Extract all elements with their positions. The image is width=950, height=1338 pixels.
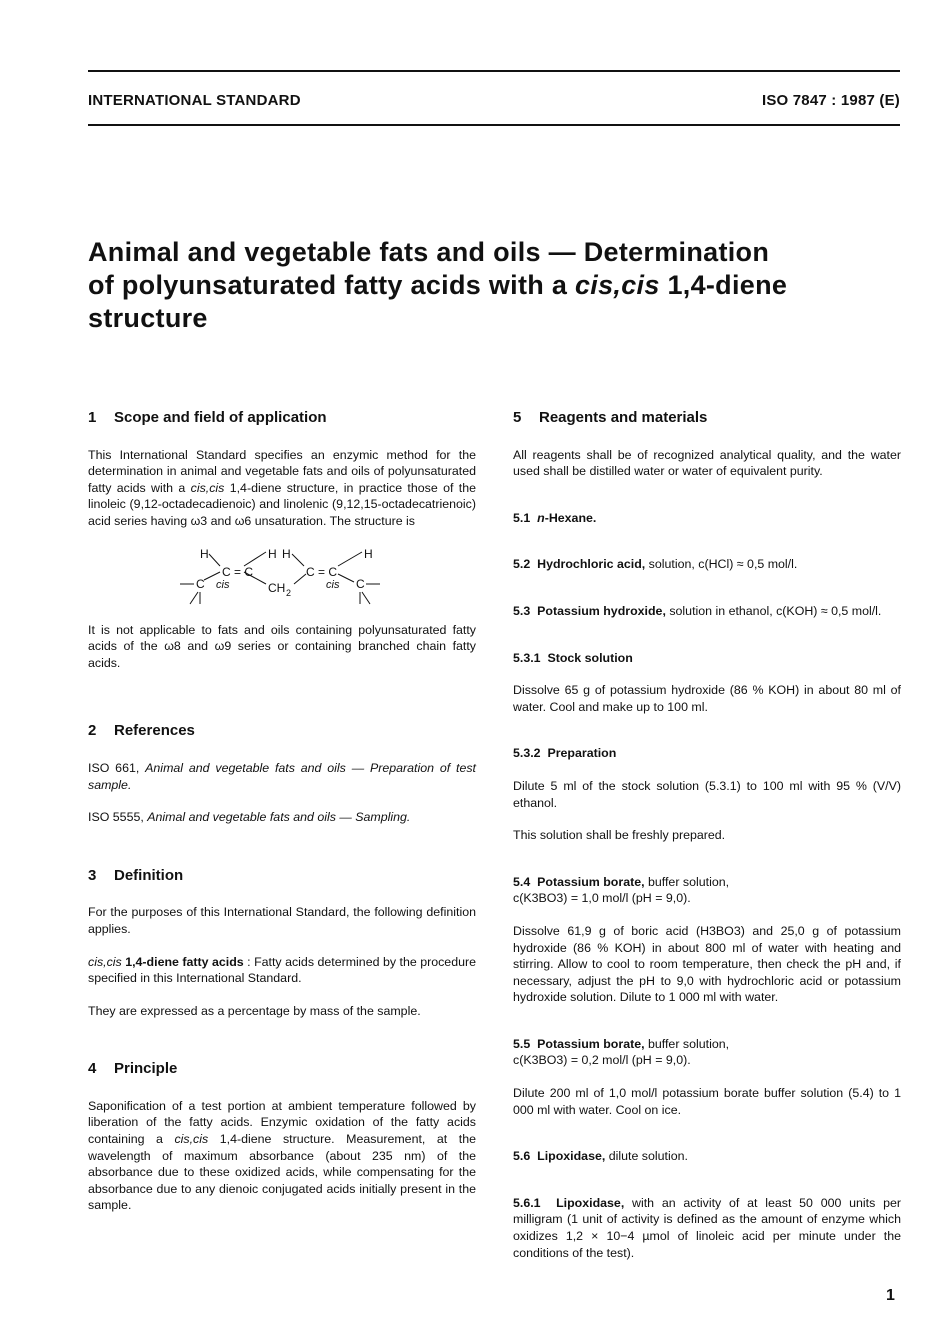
struct-c-right: C xyxy=(356,576,365,591)
title-line-2: of polyunsaturated fatty acids with a cis,cis 1,4-diene xyxy=(88,270,788,300)
diene-structure-diagram xyxy=(172,546,392,608)
section-5-heading: 5 Reagents and materials xyxy=(513,409,708,426)
section-3-paragraph-3: They are expressed as a percentage by mass of the sample. xyxy=(88,1003,421,1018)
header-rule xyxy=(88,124,900,126)
section-3-heading: 3 Definition xyxy=(88,866,184,884)
item-5-6-1: 5.6.1 Lipoxidase, with an activity of at least 50 000 units per milligram (1 unit of activity is defined as the amount of enzyme which oxidizes 1,2 × 10−4 µmol of linoleic acid per minute under the conditions of the test). xyxy=(513,1195,901,1260)
section-3-paragraph-1: For the purposes of this International Standard, the following definition applies. xyxy=(88,905,476,936)
struct-cis-2: cis xyxy=(326,578,340,591)
right-column xyxy=(513,410,901,1277)
section-2-heading: 2 References xyxy=(88,722,195,740)
top-rule xyxy=(88,70,900,72)
item-5-4: 5.4 Potassium borate, buffer solution, c(K3BO3) = 1,0 mol/l (pH = 9,0). xyxy=(513,874,730,906)
struct-c-eq-c-1: C = C xyxy=(222,564,254,579)
struct-cis-1: cis xyxy=(216,578,230,591)
reference-iso-5555: ISO 5555, Animal and vegetable fats and oils — Sampling. xyxy=(88,810,411,825)
section-4-heading: 4 Principle xyxy=(88,1060,178,1078)
page-number: 1 xyxy=(886,1287,895,1304)
document-title xyxy=(88,236,888,335)
reference-iso-661: ISO 661, Animal and vegetable fats and oils — Preparation of test sample. xyxy=(88,760,476,792)
item-5-5-text: Dilute 200 ml of 1,0 mol/l potassium borate buffer solution (5.4) to 1 000 ml with water. Cool on ice. xyxy=(513,1086,901,1117)
item-5-3-1-heading: 5.3.1 Stock solution xyxy=(513,650,633,665)
item-5-4-text: Dissolve 61,9 g of boric acid (H3BO3) and 25,0 g of potassium hydroxide (86 % KOH) in about 800 ml of water with heating and stirring. Allow to cool to room temperature, then check the pH and, if necessary, adjust the pH to 9,0 with hydrochloric acid or potassium hydroxide solution. Dilute to 1 000 ml with water. xyxy=(513,923,901,1005)
item-5-3-2-note: This solution shall be freshly prepared. xyxy=(513,828,726,843)
struct-h2: H xyxy=(268,546,277,561)
struct-h4: H xyxy=(364,546,373,561)
item-5-3-2-heading: 5.3.2 Preparation xyxy=(513,746,617,761)
section-4-paragraph: Saponification of a test portion at ambient temperature followed by liberation of the fatty acids. Enzymic oxidation of the fatty acids containing a cis,cis 1,4-diene structure. Measurement, at the wavelength of maximum absorbance (about 235 nm) of the absorbance due to these oxidized acids, while compensating for the absorbance due to any dienoic conjugated acids initially present in the sample. xyxy=(88,1098,476,1213)
section-1-heading: 1 Scope and field of application xyxy=(88,409,327,426)
item-5-3-2-text: Dilute 5 ml of the stock solution (5.3.1) to 100 ml with 95 % (V/V) ethanol. xyxy=(513,778,901,810)
section-3-definition: cis,cis 1,4-diene fatty acids : Fatty acids determined by the procedure specified in this International Standard. xyxy=(88,954,476,986)
title-line-3: structure xyxy=(88,303,208,333)
struct-ch2-sub: 2 xyxy=(286,587,292,598)
left-column xyxy=(88,410,476,1230)
item-5-2: 5.2 Hydrochloric acid, solution, c(HCl) ≈ 0,5 mol/l. xyxy=(513,557,798,572)
header-left: INTERNATIONAL STANDARD xyxy=(88,92,301,109)
struct-c-eq-c-2: C = C xyxy=(306,564,338,579)
section-1-paragraph-1: This International Standard specifies an enzymic method for the determination in animal and vegetable fats and oils of polyunsaturated fatty acids with a cis,cis 1,4-diene structure, in practice those of the linoleic (9,12-octadecadienoic) and linolenic (9,12,15-octadecatrienoic) acid series having ω3 and ω6 unsaturation. The structure is xyxy=(88,447,476,528)
title-line-1: Animal and vegetable fats and oils — Determination xyxy=(88,237,770,267)
struct-h1: H xyxy=(200,546,209,561)
struct-ch2: CH xyxy=(268,580,286,595)
item-5-3: 5.3 Potassium hydroxide, solution in ethanol, c(KOH) ≈ 0,5 mol/l. xyxy=(513,603,882,618)
section-1-paragraph-2: It is not applicable to fats and oils containing polyunsaturated fatty acids of the ω8 and ω9 series or containing branched chain fatty acids. xyxy=(88,622,476,670)
item-5-5: 5.5 Potassium borate, buffer solution, c(K3BO3) = 0,2 mol/l (pH = 9,0). xyxy=(513,1036,730,1068)
item-5-3-1-text: Dissolve 65 g of potassium hydroxide (86 % KOH) in about 80 ml of water. Cool and make up to 100 ml. xyxy=(513,683,901,714)
header-right: ISO 7847 : 1987 (E) xyxy=(761,92,900,109)
struct-c-left: C xyxy=(196,576,205,591)
section-5-intro: All reagents shall be of recognized analytical quality, and the water used shall be distilled water or water of equivalent purity. xyxy=(513,447,901,479)
item-5-6: 5.6 Lipoxidase, dilute solution. xyxy=(513,1149,688,1164)
item-5-1: 5.1 n-Hexane. xyxy=(513,510,597,525)
struct-h3: H xyxy=(282,546,291,561)
